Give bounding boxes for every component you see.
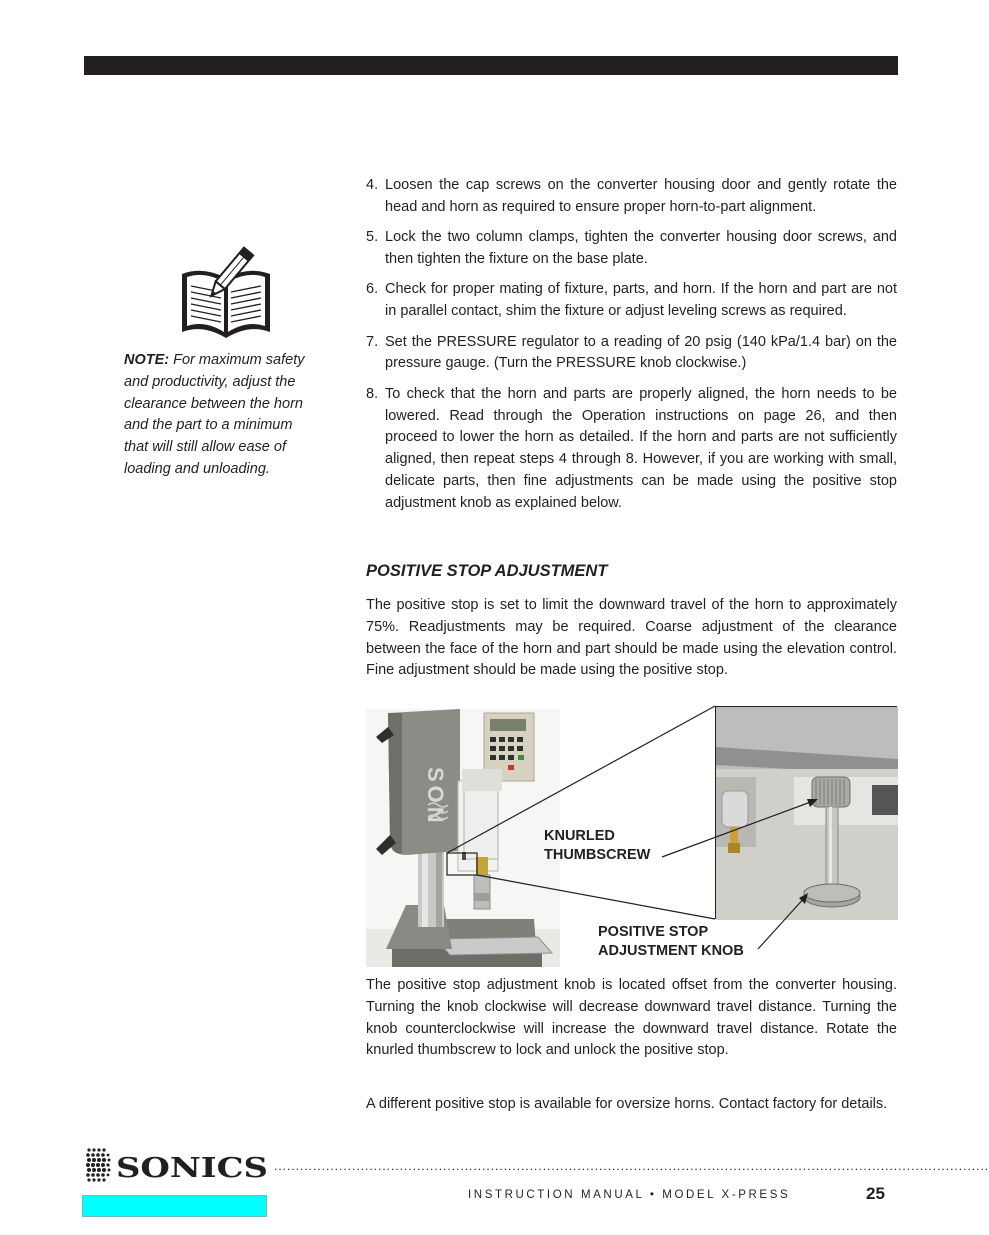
accent-strip bbox=[82, 1195, 267, 1217]
step-number: 7. bbox=[366, 333, 379, 350]
logo-wordmark: SONICS bbox=[116, 1153, 268, 1184]
sonics-logo bbox=[84, 1146, 270, 1186]
callout-knurled-thumbscrew bbox=[544, 827, 650, 865]
step-item bbox=[366, 384, 897, 515]
knurled-leader bbox=[662, 800, 816, 857]
footer-manual-title: INSTRUCTION MANUAL • MODEL X-PRESS bbox=[468, 1189, 791, 1201]
side-note bbox=[124, 350, 320, 481]
step-item bbox=[366, 279, 897, 323]
step-item bbox=[366, 175, 897, 219]
step-text: Loosen the cap screws on the converter housing door and gently rotate the head and horn as required to ensure proper horn-to-part alignment. bbox=[385, 177, 897, 215]
callout-text: POSITIVE STOP bbox=[598, 924, 709, 940]
step-number: 5. bbox=[366, 229, 379, 246]
zoom-line-bottom bbox=[477, 875, 715, 919]
step-item bbox=[366, 227, 897, 271]
note-label: NOTE: bbox=[124, 352, 170, 368]
machine-brand-text: SON bbox=[423, 767, 448, 827]
callout-text: THUMBSCREW bbox=[544, 847, 651, 863]
header-bar bbox=[84, 56, 898, 75]
footer-dotted-rule: ..................................................................................................................................................................... bbox=[274, 1159, 989, 1173]
callout-adjustment-knob bbox=[598, 923, 744, 961]
note-book-pencil-icon bbox=[176, 244, 276, 344]
step-text: To check that the horn and parts are properly aligned, the horn needs to be lowered. Read through the Operation instructions on page 26, and then proceed to lower the horn as detailed. If the horn and parts are not sufficiently aligned, then repeat steps 4 through 8. However, if you are working with small, delicate parts, then fine adjustments can be made using the positive stop adjustment knob as explained below. bbox=[385, 385, 897, 511]
paragraph-intro: The positive stop is set to limit the downward travel of the horn to approximately 75%. Readjustments may be required. Coarse adjustment of the clearance between the face of the horn and part should be made using the elevation control. Fine adjustment should be made using the positive stop. bbox=[366, 597, 897, 679]
note-text: For maximum safety and productivity, adjust the clearance between the horn and the part to a minimum that will still allow ease of loading and unloading. bbox=[124, 352, 305, 477]
step-number: 4. bbox=[366, 177, 379, 193]
step-text: Set the PRESSURE regulator to a reading of 20 psig (140 kPa/1.4 bar) on the pressure gauge. (Turn the PRESSURE knob clockwise.) bbox=[385, 333, 897, 372]
knob-leader bbox=[758, 896, 806, 949]
callout-text: ADJUSTMENT KNOB bbox=[598, 943, 744, 959]
paragraph-knob: The positive stop adjustment knob is located offset from the converter housing. Turning the knob clockwise will decrease downward travel distance. Turning the knob counterclockwise will increase the downward travel distance. Rotate the knurled thumbscrew to lock and unlock the positive stop. bbox=[366, 977, 897, 1059]
step-item bbox=[366, 332, 897, 376]
paragraph-oversize: A different positive stop is available for oversize horns. Contact factory for details. bbox=[366, 1096, 888, 1112]
step-text: Lock the two column clamps, tighten the converter housing door screws, and then tighten the fixture on the base plate. bbox=[385, 229, 897, 267]
step-number: 8. bbox=[366, 385, 379, 402]
section-heading: POSITIVE STOP ADJUSTMENT bbox=[366, 562, 608, 580]
callout-text: KNURLED bbox=[544, 828, 615, 844]
knurled-arrowhead bbox=[807, 799, 818, 807]
procedure-steps bbox=[366, 175, 897, 523]
logo-dot-mark bbox=[86, 1148, 111, 1181]
detail-marker-box bbox=[447, 853, 477, 875]
step-number: 6. bbox=[366, 281, 379, 298]
page-number: 25 bbox=[866, 1184, 885, 1203]
step-text: Check for proper mating of fixture, parts, and horn. If the horn and part are not in parallel contact, shim the fixture or adjust leveling screws as required. bbox=[385, 281, 897, 320]
